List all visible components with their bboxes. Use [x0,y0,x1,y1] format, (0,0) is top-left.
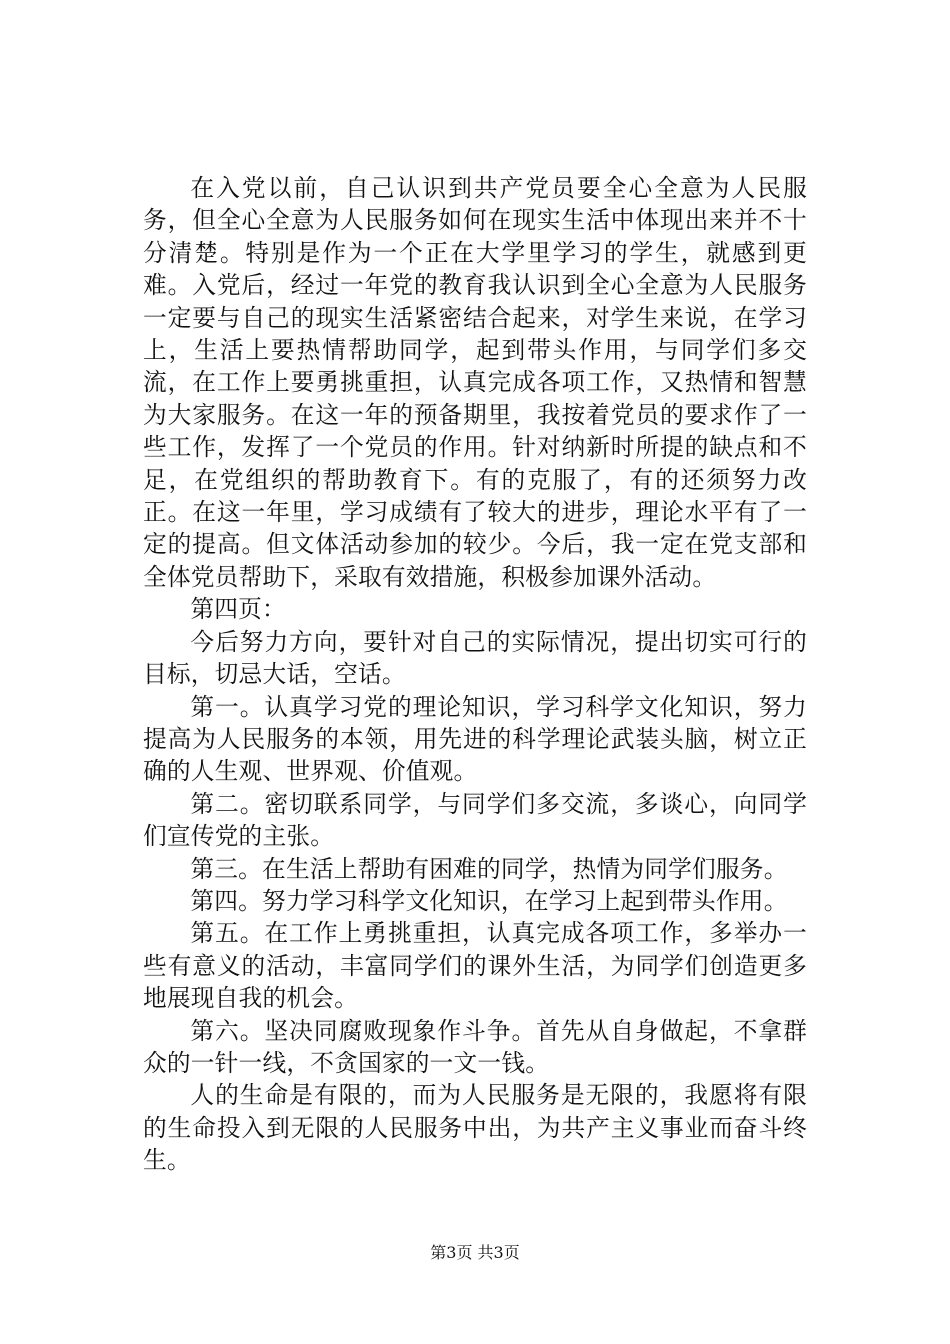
paragraph-direction: 今后努力方向，要针对自己的实际情况，提出切实可行的目标，切忌大话，空话。 [143,627,807,689]
page-footer: 第3页 共3页 [430,1243,520,1262]
paragraph-conclusion: 人的生命是有限的，而为人民服务是无限的，我愿将有限的生命投入到无限的人民服务中出，为共产主义事业而奋斗终生。 [143,1081,807,1175]
paragraph-item-4: 第四。努力学习科学文化知识，在学习上起到带头作用。 [190,886,788,915]
paragraph-item-1: 第一。认真学习党的理论知识，学习科学文化知识，努力提高为人民服务的本领，用先进的科学理论武装头脑，树立正确的人生观、世界观、价值观。 [143,692,807,786]
paragraph-item-6: 第六。坚决同腐败现象作斗争。首先从自身做起，不拿群众的一针一线，不贪国家的一文一钱。 [143,1016,807,1077]
paragraph-intro: 在入党以前，自己认识到共产党员要全心全意为人民服务，但全心全意为人民服务如何在现实生活中体现出来并不十分清楚。特别是作为一个正在大学里学习的学生，就感到更难。入党后，经过一年党的教育我认识到全心全意为人民服务一定要与自己的现实生活紧密结合起来，对学生来说，在学习上，生活上要热情帮助同学，起到带头作用，与同学们多交流，在工作上要勇挑重担，认真完成各项工作，又热情和智慧为大家服务。在这一年的预备期里，我按着党员的要求作了一些工作，发挥了一个党员的作用。针对纳新时所提的缺点和不足，在党组织的帮助教育下。有的克服了，有的还须努力改正。在这一年里，学习成绩有了较大的进步，理论水平有了一定的提高。但文体活动参加的较少。今后，我一定在党支部和全体党员帮助下，采取有效措施，积极参加课外活动。 [143,174,807,591]
document-body [143,172,807,1177]
paragraph-item-5: 第五。在工作上勇挑重担，认真完成各项工作，多举办一些有意义的活动，丰富同学们的课外生活，为同学们创造更多地展现自我的机会。 [143,919,807,1013]
paragraph-item-3: 第三。在生活上帮助有困难的同学，热情为同学们服务。 [190,854,788,883]
paragraph-page-heading: 第四页： [190,595,286,624]
paragraph-item-2: 第二。密切联系同学，与同学们多交流，多谈心，向同学们宣传党的主张。 [143,789,807,851]
